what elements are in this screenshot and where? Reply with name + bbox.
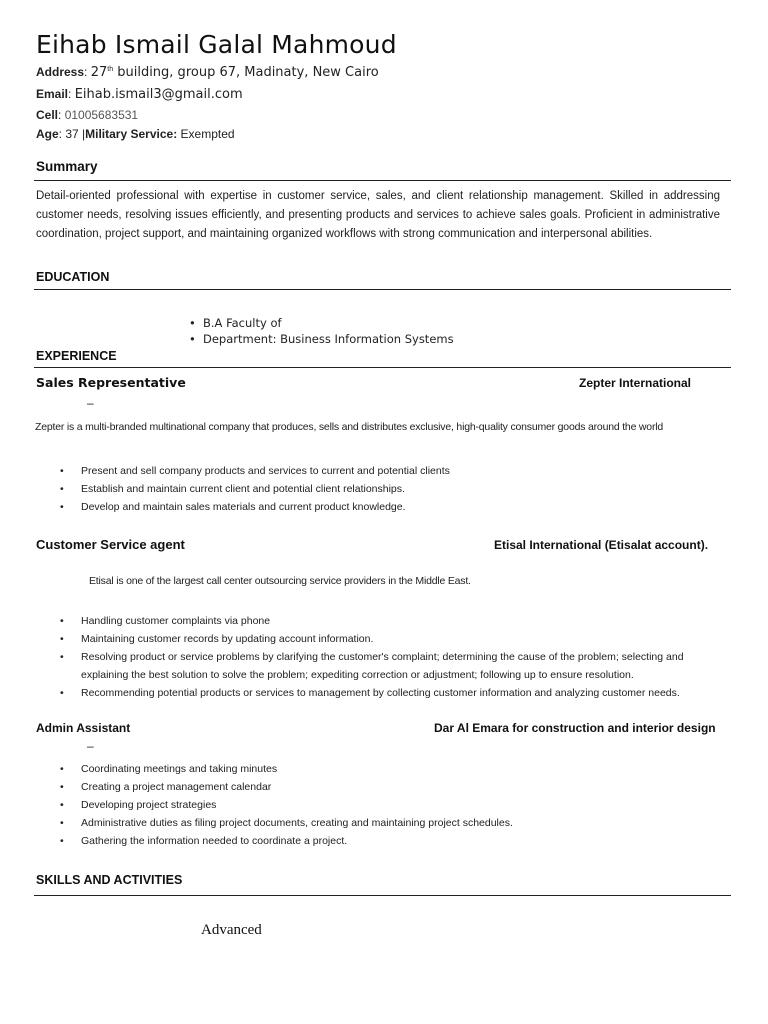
company-description: Zepter is a multi-branded multinational company that produces, sells and distributes exclusive, high-quality consumer goods around the world xyxy=(35,421,664,433)
address-label: Address xyxy=(36,65,85,79)
address-line: Address: 27th building, group 67, Madinaty, New Cairo xyxy=(36,65,379,80)
list-item: • Establish and maintain current client and potential client relationships. xyxy=(60,480,450,498)
email-label: Email xyxy=(36,87,69,101)
email-line: Email: Eihab.ismail3@gmail.com xyxy=(36,87,243,102)
age-military-line xyxy=(36,127,235,141)
age-label: Age xyxy=(36,127,59,141)
job-title-sales-representative: Sales Representative xyxy=(36,375,186,390)
summary-heading: Summary xyxy=(36,159,98,174)
job-title-customer-service-agent: Customer Service agent xyxy=(36,537,185,552)
list-item: • Creating a project management calendar xyxy=(60,778,513,796)
list-item: • Handling customer complaints via phone xyxy=(60,612,720,630)
military-label: Military Service: xyxy=(85,127,178,141)
company-etisal: Etisal International (Etisalat account). xyxy=(494,538,709,552)
list-item: • Department: Business Information Systems xyxy=(187,331,454,347)
education-heading: EDUCATION xyxy=(36,270,110,284)
job-duties-list xyxy=(60,462,450,516)
list-item: • Present and sell company products and services to current and potential clients xyxy=(60,462,450,480)
cell-value: 01005683531 xyxy=(64,108,139,122)
list-item: • B.A Faculty of xyxy=(187,315,454,331)
military-value: Exempted xyxy=(177,127,235,141)
education-list xyxy=(187,315,454,347)
age-value: : 37 | xyxy=(58,127,86,141)
company-dar-al-emara: Dar Al Emara for construction and interior design xyxy=(434,721,716,735)
candidate-name: Eihab Ismail Galal Mahmoud xyxy=(36,30,397,59)
company-description: Etisal is one of the largest call center outsourcing service providers in the Middle East. xyxy=(89,575,471,587)
address-number: 27 xyxy=(90,65,108,80)
job-duties-list xyxy=(60,612,720,702)
list-item: • Develop and maintain sales materials and current product knowledge. xyxy=(60,498,450,516)
list-item: • Developing project strategies xyxy=(60,796,513,814)
list-item: • Resolving product or service problems by clarifying the customer's complaint; determining the cause of the problem; selecting and explaining the best solution to solve the problem; expediting correction or adjustment; following up to ensure resolution. xyxy=(60,648,720,684)
skill-level: Advanced xyxy=(201,922,262,938)
list-item: • Recommending potential products or services to management by collecting customer information and analyzing customer needs. xyxy=(60,684,720,702)
skills-divider xyxy=(34,895,731,896)
email-value[interactable]: Eihab.ismail3@gmail.com xyxy=(74,87,243,102)
list-item: • Gathering the information needed to coordinate a project. xyxy=(60,832,513,850)
address-value: building, group 67, Madinaty, New Cairo xyxy=(113,65,379,80)
job-duties-list xyxy=(60,760,513,850)
education-divider xyxy=(34,289,731,290)
summary-divider xyxy=(34,180,731,181)
experience-divider xyxy=(34,367,731,368)
company-zepter: Zepter International xyxy=(579,376,692,390)
experience-heading: EXPERIENCE xyxy=(36,349,117,363)
skills-heading: SKILLS AND ACTIVITIES xyxy=(36,873,183,887)
date-dash: – xyxy=(87,396,94,410)
address-suffix: th xyxy=(107,66,114,73)
list-item: • Maintaining customer records by updating account information. xyxy=(60,630,720,648)
summary-text: Detail-oriented professional with expertise in customer service, sales, and client relationship management. Skilled in addressing customer needs, resolving issues efficiently, and presenting products and services to achieve sales goals. Proficient in administrative coordination, project support, and maintaining organized workflows with strong communication and interpersonal abilities. xyxy=(36,190,720,240)
job-title-admin-assistant: Admin Assistant xyxy=(36,721,131,735)
date-dash: – xyxy=(87,739,94,753)
cell-line: Cell: 01005683531 xyxy=(36,108,139,122)
list-item: • Administrative duties as filing project documents, creating and maintaining project schedules. xyxy=(60,814,513,832)
list-item: • Coordinating meetings and taking minutes xyxy=(60,760,513,778)
cell-label: Cell xyxy=(36,108,59,122)
